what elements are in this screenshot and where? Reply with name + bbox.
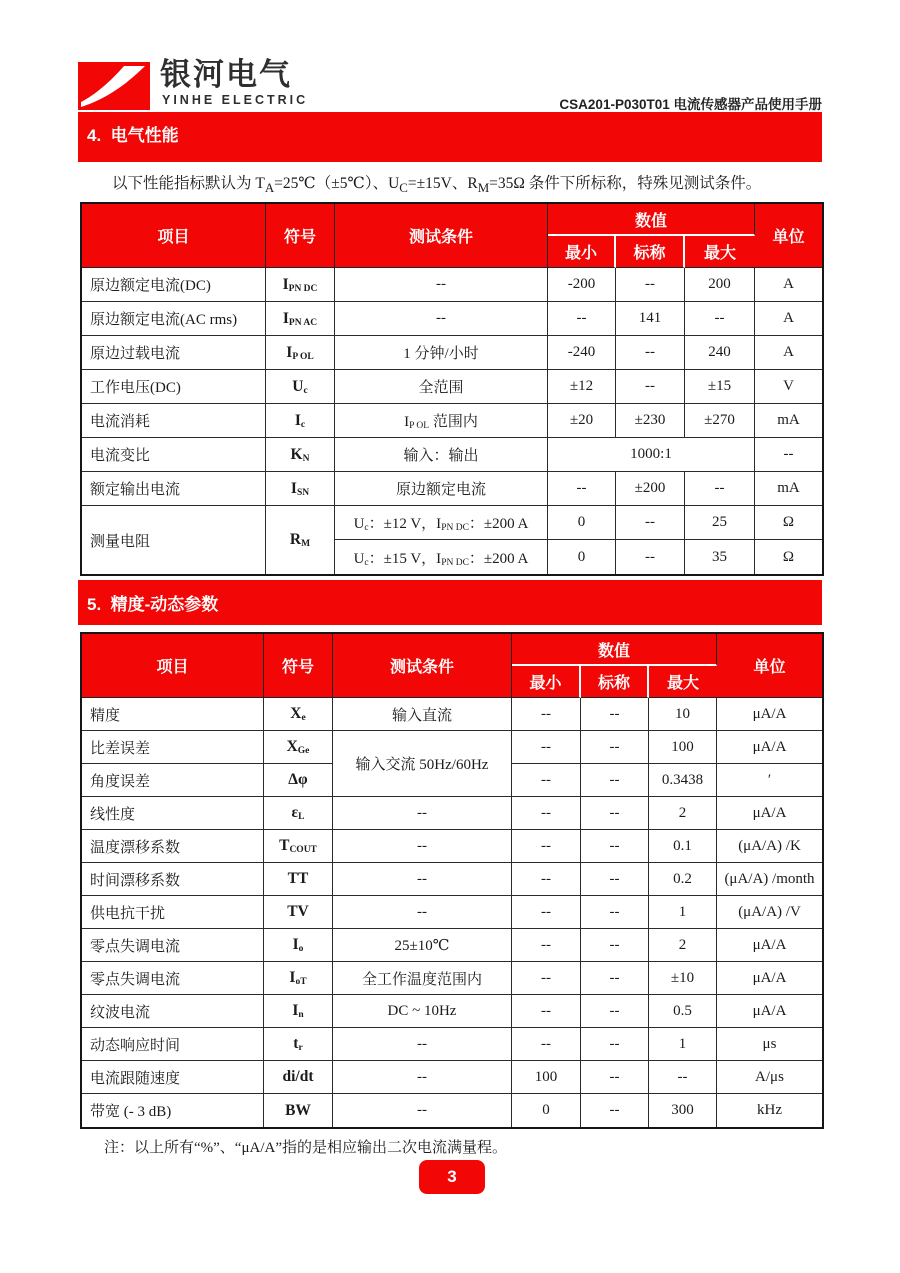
table-cell: 全范围 [335, 370, 548, 404]
table-cell: ±10 [649, 962, 717, 995]
table-cell: -240 [548, 336, 616, 370]
table-cell: -- [333, 863, 512, 896]
table-cell: -- [581, 731, 649, 764]
accuracy-spec-table [80, 632, 824, 1129]
table-cell: TT [264, 863, 333, 896]
table-cell: -- [616, 336, 685, 370]
table-cell: $I_{oT}$ [264, 962, 333, 995]
table-cell: 精度 [82, 698, 264, 731]
table-cell: $R_M$ [266, 506, 335, 574]
section-banner-accuracy [78, 580, 822, 625]
table-cell: -- [512, 1028, 581, 1061]
table-cell: $\varepsilon_L$ [264, 797, 333, 830]
table-cell: -- [581, 995, 649, 1028]
column-header-nom: 标称 [616, 236, 685, 268]
table-cell: -- [512, 962, 581, 995]
table-cell: Ω [755, 506, 822, 540]
table-row [82, 731, 822, 764]
table-cell: 电流跟随速度 [82, 1061, 264, 1094]
table-cell: -- [581, 1094, 649, 1127]
table-cell: -- [581, 863, 649, 896]
table-cell: ±15 [685, 370, 755, 404]
table-cell: A/μs [717, 1061, 822, 1094]
table-cell: -- [755, 438, 822, 472]
table-row [82, 830, 822, 863]
column-header-condition: 测试条件 [333, 634, 512, 698]
table-cell: 零点失调电流 [82, 929, 264, 962]
table-cell: 0.1 [649, 830, 717, 863]
table-cell: ±20 [548, 404, 616, 438]
table-cell: $I_{PN DC}$ [266, 268, 335, 302]
table-cell: ′ [717, 764, 822, 797]
table-cell: -- [685, 302, 755, 336]
table-cell: 0.5 [649, 995, 717, 1028]
table-cell: 带宽 (- 3 dB) [82, 1094, 264, 1127]
table-cell: A [755, 336, 822, 370]
table-cell: 线性度 [82, 797, 264, 830]
table-cell: -- [333, 1094, 512, 1127]
table-cell: 测量电阻 [82, 506, 266, 574]
table-cell: $U_c$：±15 V，$I_{PN DC}$：±200 A [335, 540, 548, 574]
table-cell: μA/A [717, 698, 822, 731]
table-row [82, 1028, 822, 1061]
table-cell: -- [335, 302, 548, 336]
table-cell: 25 [685, 506, 755, 540]
doc-title: CSA201-P030T01 电流传感器产品使用手册 [559, 97, 822, 112]
table-cell: kHz [757, 1102, 782, 1118]
table-cell: (μA/A) /K [717, 830, 822, 863]
table-cell: (μA/A) /V [717, 896, 822, 929]
electrical-spec-table [80, 202, 824, 576]
table-cell: μA/A [717, 797, 822, 830]
table-row [82, 929, 822, 962]
table-cell: 0 [512, 1094, 581, 1127]
table-cell: $I_{PN AC}$ [266, 302, 335, 336]
column-header-max: 最大 [649, 666, 717, 698]
table-cell: $I_c$ [266, 404, 335, 438]
table-cell: A [755, 302, 822, 336]
table-cell: -- [581, 962, 649, 995]
table-cell: 输入：输出 [335, 438, 548, 472]
table-cell: 零点失调电流 [82, 962, 264, 995]
table-cell: -- [333, 1028, 512, 1061]
intro-text: 以下性能指标默认为 $T_A=25℃(\pm 5℃)$、$U_C=\pm 15V$、$R_M=35\Omega$ 条件下所标称，特殊见测试条件。 [112, 175, 762, 196]
table-cell: $T_{COUT}$ [264, 830, 333, 863]
table-cell: 1 [649, 1028, 717, 1061]
table-cell: -- [581, 764, 649, 797]
table-cell: -- [581, 698, 649, 731]
section-title: 5. 精度-动态参数 [87, 595, 219, 614]
column-header-item: 项目 [82, 204, 266, 268]
table-cell: 0.3438 [649, 764, 717, 797]
table-row [82, 336, 822, 370]
table-cell: $X_{Ge}$ [264, 731, 333, 764]
page-number: 3 [447, 1167, 457, 1186]
table-cell: -- [333, 1061, 512, 1094]
table-cell: 0.2 [649, 863, 717, 896]
brand-name-cn: 银河电气 [160, 57, 292, 92]
table-cell: 1 [649, 896, 717, 929]
column-header-nom: 标称 [581, 666, 649, 698]
table-cell: μA/A [717, 962, 822, 995]
table-cell: 10 [649, 698, 717, 731]
table-cell: $U_c$：±12 V，$I_{PN DC}$：±200 A [335, 506, 548, 540]
table-cell: 原边过载电流 [82, 336, 266, 370]
table-row [82, 472, 822, 506]
table-cell: 原边额定电流 [335, 472, 548, 506]
column-header-value: 数值 [512, 634, 717, 666]
table-row [82, 370, 822, 404]
table-row [82, 404, 822, 438]
table-cell: 200 [685, 268, 755, 302]
table-cell: -- [685, 472, 755, 506]
table-cell: 100 [512, 1061, 581, 1094]
table-row [82, 995, 822, 1028]
table-cell: mA [755, 472, 822, 506]
table-cell: 输入直流 [333, 698, 512, 731]
table-cell: -- [581, 929, 649, 962]
table-cell: -- [581, 1061, 649, 1094]
table-cell: Δφ [264, 764, 333, 797]
table-cell: 原边额定电流(DC) [82, 268, 266, 302]
table-cell: 100 [649, 731, 717, 764]
table-cell: 2 [649, 929, 717, 962]
table-cell: 240 [685, 336, 755, 370]
table-cell: 1 分钟/小时 [335, 336, 548, 370]
table-row [82, 506, 822, 540]
table-cell: μs [717, 1028, 822, 1061]
table-cell: A [755, 268, 822, 302]
table-cell: ±270 [685, 404, 755, 438]
table-cell: -- [333, 797, 512, 830]
table-row [82, 797, 822, 830]
section-title: 4. 电气性能 [87, 125, 179, 145]
table-cell: 电流变比 [82, 438, 266, 472]
table-cell: -- [548, 472, 616, 506]
table-cell: (μA/A) /month [717, 863, 822, 896]
table-cell: -- [333, 896, 512, 929]
table-cell: -- [512, 995, 581, 1028]
column-header-condition: 测试条件 [335, 204, 548, 268]
brand-logo [78, 62, 150, 110]
table-cell: $t_r$ [264, 1028, 333, 1061]
table-cell: -- [581, 797, 649, 830]
table-cell: DC ~ 10Hz [333, 995, 512, 1028]
table-row [82, 1094, 822, 1127]
table-cell: 35 [685, 540, 755, 574]
table-cell: μA/A [717, 929, 822, 962]
page-header [78, 57, 822, 112]
table-cell: -- [581, 1028, 649, 1061]
table-cell: 额定输出电流 [82, 472, 266, 506]
table-row [82, 1061, 822, 1094]
table-cell: 角度误差 [82, 764, 264, 797]
table-cell: 动态响应时间 [82, 1028, 264, 1061]
table-cell: 2 [649, 797, 717, 830]
table-cell: 工作电压(DC) [82, 370, 266, 404]
table-cell: -- [512, 830, 581, 863]
table-cell: -- [512, 731, 581, 764]
table-cell: -- [512, 896, 581, 929]
table-cell: 原边额定电流(AC rms) [82, 302, 266, 336]
logo-swoosh-icon [78, 62, 150, 110]
table-cell: -- [548, 302, 616, 336]
table-cell: -200 [548, 268, 616, 302]
table-cell: -- [616, 506, 685, 540]
table-cell: $U_c$ [266, 370, 335, 404]
table-cell: 0 [548, 540, 616, 574]
table-cell: TV [264, 896, 333, 929]
note-text: 注：以上所有“%”、“μA/A”指的是相应输出二次电流满量程。 [104, 1140, 508, 1156]
table-cell: 全工作温度范围内 [333, 962, 512, 995]
table-row [82, 962, 822, 995]
table-cell: BW [264, 1094, 333, 1127]
column-header-min: 最小 [548, 236, 616, 268]
table-cell: 纹波电流 [82, 995, 264, 1028]
table-cell: $X_e$ [264, 698, 333, 731]
table-cell: V [755, 370, 822, 404]
table-cell: -- [581, 896, 649, 929]
table-cell: 141 [616, 302, 685, 336]
table-cell: ±200 [616, 472, 685, 506]
table-cell: di/dt [264, 1061, 333, 1094]
column-header-unit: 单位 [755, 204, 822, 268]
table-cell: 300 [649, 1094, 717, 1127]
table-cell: 0 [548, 506, 616, 540]
table-cell: $I_{P OL}$ [266, 336, 335, 370]
table-cell: 温度漂移系数 [82, 830, 264, 863]
table-cell: $I_{SN}$ [266, 472, 335, 506]
column-header-value: 数值 [548, 204, 755, 236]
table-row [82, 863, 822, 896]
brand-name-en: YINHE ELECTRIC [162, 93, 309, 107]
page-number-badge [419, 1160, 485, 1194]
table-cell: -- [512, 764, 581, 797]
table-cell: -- [616, 370, 685, 404]
table-cell: -- [649, 1061, 717, 1094]
table-cell: 25±10℃ [333, 929, 512, 962]
table-cell: mA [755, 404, 822, 438]
table-cell: ±230 [616, 404, 685, 438]
table-row [82, 438, 822, 472]
table-row [82, 268, 822, 302]
table-cell: 比差误差 [82, 731, 264, 764]
column-header-unit: 单位 [717, 634, 822, 698]
table-row [82, 896, 822, 929]
table-cell: 输入交流 50Hz/60Hz [333, 731, 512, 797]
table-cell: 电流消耗 [82, 404, 266, 438]
section-banner-electrical [78, 112, 822, 162]
table-cell: -- [512, 797, 581, 830]
table-cell: -- [512, 698, 581, 731]
table-row [82, 302, 822, 336]
column-header-symbol: 符号 [266, 204, 335, 268]
column-header-symbol: 符号 [264, 634, 333, 698]
table-cell: -- [616, 268, 685, 302]
table-cell: $I_o$ [264, 929, 333, 962]
table-cell: ±12 [548, 370, 616, 404]
table-cell: 1000:1 [548, 438, 755, 472]
table-cell: μA/A [717, 731, 822, 764]
table-cell: -- [616, 540, 685, 574]
table-cell: -- [335, 268, 548, 302]
table-cell: 供电抗干扰 [82, 896, 264, 929]
table-cell: 时间漂移系数 [82, 863, 264, 896]
table-cell: -- [512, 929, 581, 962]
table-cell: $I_{P OL}$ 范围内 [335, 404, 548, 438]
column-header-max: 最大 [685, 236, 755, 268]
table-cell: $K_N$ [266, 438, 335, 472]
column-header-item: 项目 [82, 634, 264, 698]
column-header-min: 最小 [512, 666, 581, 698]
table-cell: Ω [782, 548, 795, 565]
table-cell: μA/A [717, 995, 822, 1028]
table-cell: -- [581, 830, 649, 863]
table-cell: $I_n$ [264, 995, 333, 1028]
table-cell: -- [512, 863, 581, 896]
table-cell: -- [333, 830, 512, 863]
table-row [82, 698, 822, 731]
